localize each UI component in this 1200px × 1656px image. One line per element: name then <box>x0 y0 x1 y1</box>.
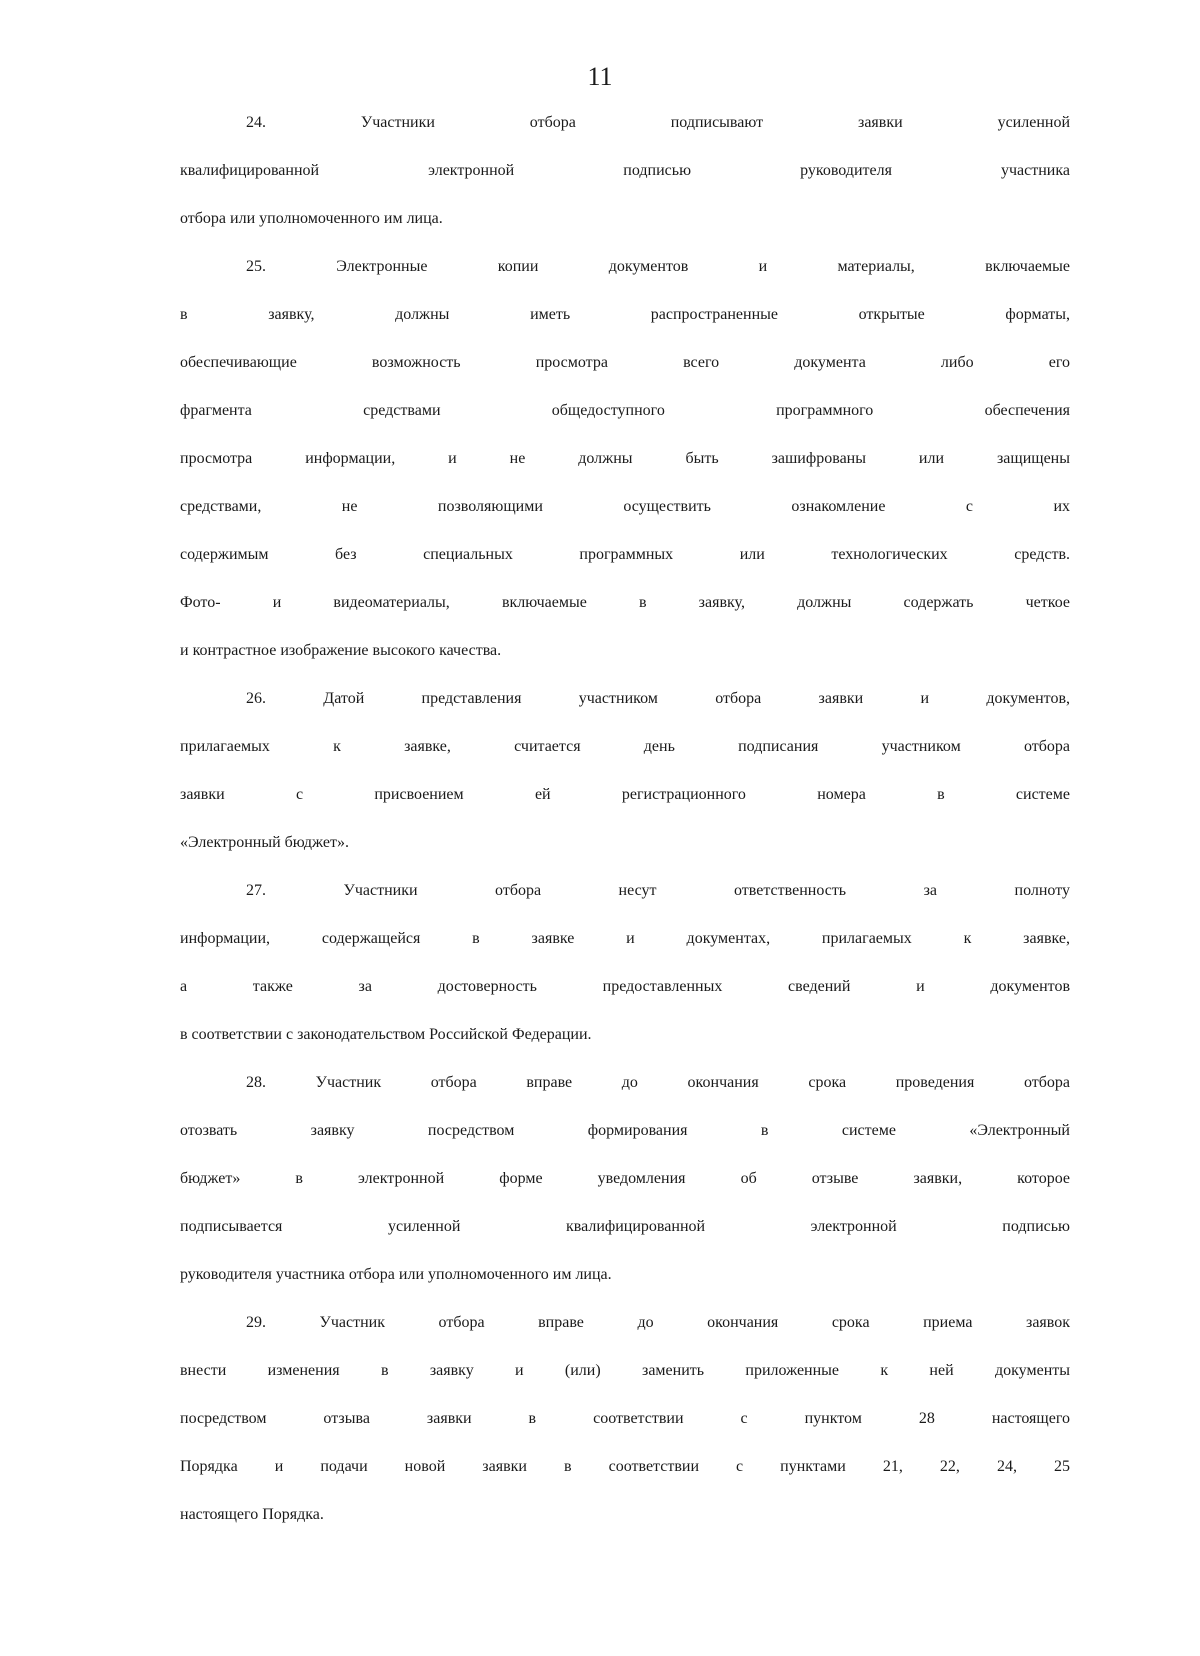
paragraph-24 <box>180 114 1070 258</box>
paragraph-line: бюджет» в электронной форме уведомления об отзыве заявки, которое <box>180 1170 1070 1187</box>
paragraph-line: 26. Датой представления участником отбора заявки и документов, <box>246 690 1070 707</box>
paragraph-line: прилагаемых к заявке, считается день подписания участником отбора <box>180 738 1070 755</box>
paragraph-line: руководителя участника отбора или уполномоченного им лица. <box>180 1266 612 1283</box>
paragraph-line: 28. Участник отбора вправе до окончания срока проведения отбора <box>246 1074 1070 1091</box>
paragraph-line: заявки с присвоением ей регистрационного номера в системе <box>180 786 1070 803</box>
paragraph-line: 24. Участники отбора подписывают заявки усиленной <box>246 114 1070 131</box>
paragraph-line: в заявку, должны иметь распространенные открытые форматы, <box>180 306 1070 323</box>
paragraph-line: отозвать заявку посредством формирования в системе «Электронный <box>180 1122 1070 1139</box>
paragraph-line: и контрастное изображение высокого качества. <box>180 642 502 659</box>
paragraph-29 <box>180 1314 1070 1554</box>
paragraph-line: информации, содержащейся в заявке и документах, прилагаемых к заявке, <box>180 930 1070 947</box>
document-body <box>180 114 1070 1554</box>
paragraph-25 <box>180 258 1070 690</box>
paragraph-line: подписывается усиленной квалифицированной электронной подписью <box>180 1218 1070 1235</box>
paragraph-line: посредством отзыва заявки в соответствии с пунктом 28 настоящего <box>180 1410 1070 1427</box>
paragraph-line: Фото- и видеоматериалы, включаемые в заявку, должны содержать четкое <box>180 594 1070 611</box>
paragraph-line: внести изменения в заявку и (или) заменить приложенные к ней документы <box>180 1362 1070 1379</box>
paragraph-28 <box>180 1074 1070 1314</box>
paragraph-line: квалифицированной электронной подписью руководителя участника <box>180 162 1070 179</box>
paragraph-line: а также за достоверность предоставленных сведений и документов <box>180 978 1070 995</box>
paragraph-line: настоящего Порядка. <box>180 1506 324 1523</box>
paragraph-line: фрагмента средствами общедоступного программного обеспечения <box>180 402 1070 419</box>
paragraph-line: средствами, не позволяющими осуществить ознакомление с их <box>180 498 1070 515</box>
paragraph-line: 27. Участники отбора несут ответственность за полноту <box>246 882 1070 899</box>
paragraph-line: 29. Участник отбора вправе до окончания срока приема заявок <box>246 1314 1070 1331</box>
paragraph-line: содержимым без специальных программных или технологических средств. <box>180 546 1070 563</box>
paragraph-line: «Электронный бюджет». <box>180 834 349 851</box>
paragraph-27 <box>180 882 1070 1074</box>
paragraph-line: в соответствии с законодательством Российской Федерации. <box>180 1026 592 1043</box>
paragraph-line: отбора или уполномоченного им лица. <box>180 210 443 227</box>
paragraph-line: 25. Электронные копии документов и материалы, включаемые <box>246 258 1070 275</box>
paragraph-26 <box>180 690 1070 882</box>
paragraph-line: обеспечивающие возможность просмотра всего документа либо его <box>180 354 1070 371</box>
paragraph-line: Порядка и подачи новой заявки в соответствии с пунктами 21, 22, 24, 25 <box>180 1458 1070 1475</box>
paragraph-line: просмотра информации, и не должны быть зашифрованы или защищены <box>180 450 1070 467</box>
page-number: 11 <box>587 62 613 91</box>
